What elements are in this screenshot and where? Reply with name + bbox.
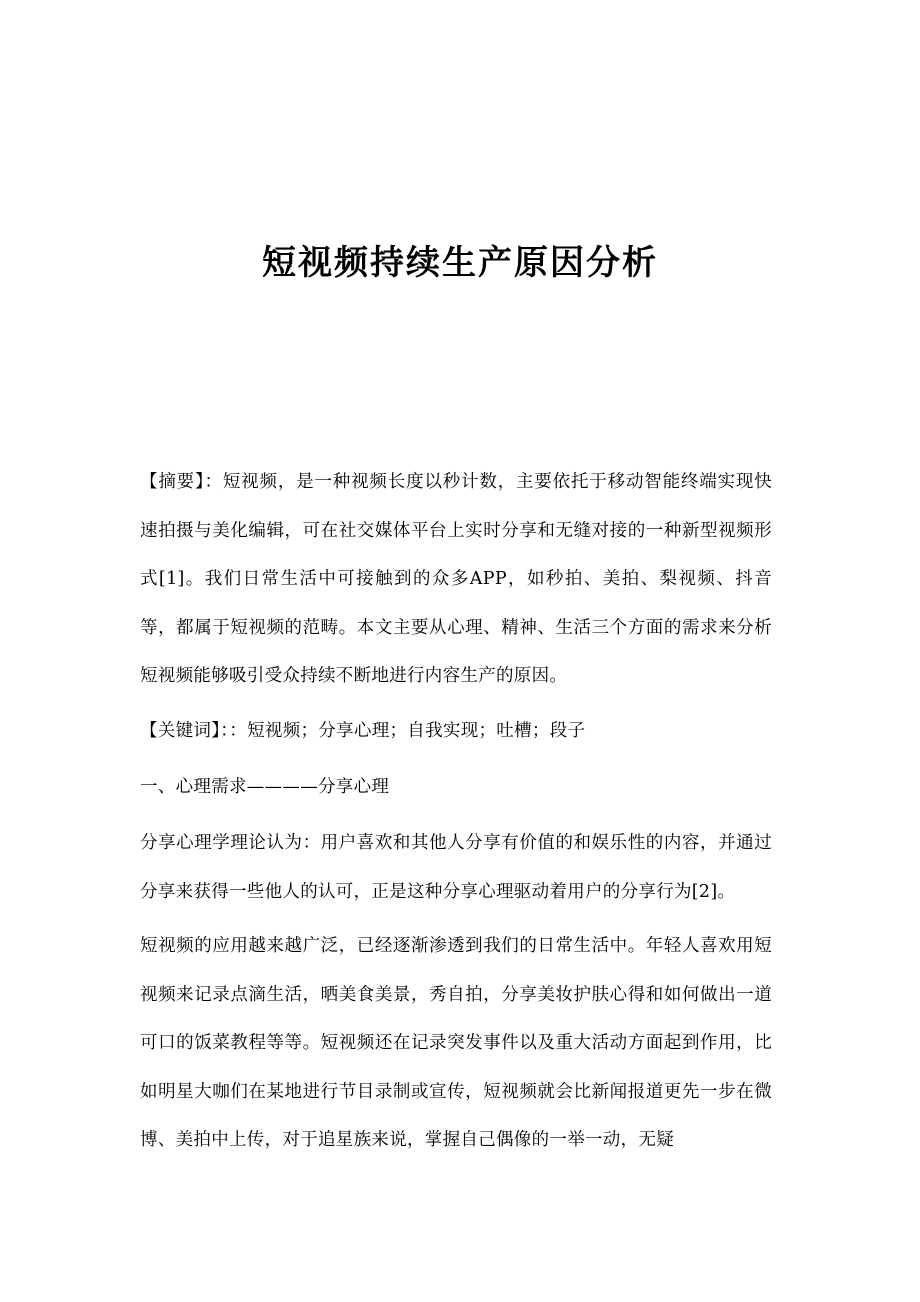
section-heading: 一、心理需求————分享心理 — [140, 777, 390, 797]
body-paragraph: 短视频的应用越来越广泛，已经逐渐渗透到我们的日常生活中。年轻人喜欢用短视频来记录点滴生活，晒美食美景，秀自拍，分享美妆护肤心得和如何做出一道可口的饭菜教程等等。短视频还在记录突发事件以及重大活动方面起到作用，比如明星大咖们在某地进行节目录制或宣传，短视频就会比新闻报道更先一步在微博、美拍中上传，对于追星族来说，掌握自己偶像的一举一动，无疑 — [140, 936, 772, 1150]
document-title: 短视频持续生产原因分析 — [262, 242, 658, 283]
keywords-line: 【关键词】：：短视频；分享心理；自我实现；吐槽；段子 — [140, 721, 586, 741]
abstract-paragraph: 【摘要】：短视频，是一种视频长度以秒计数，主要依托于移动智能终端实现快速拍摄与美化编辑，可在社交媒体平台上实时分享和无缝对接的一种新型视频形式[1]。我们日常生活中可接触到的众多APP，如秒拍、美拍、梨视频、抖音等，都属于短视频的范畴。本文主要从心理、精神、生活三个方面的需求来分析短视频能够吸引受众持续不断地进行内容生产的原因。 — [140, 472, 772, 686]
body-paragraph: 分享心理学理论认为：用户喜欢和其他人分享有价值的和娱乐性的内容，并通过分享来获得一些他人的认可，正是这种分享心理驱动着用户的分享行为[2]。 — [140, 833, 772, 902]
